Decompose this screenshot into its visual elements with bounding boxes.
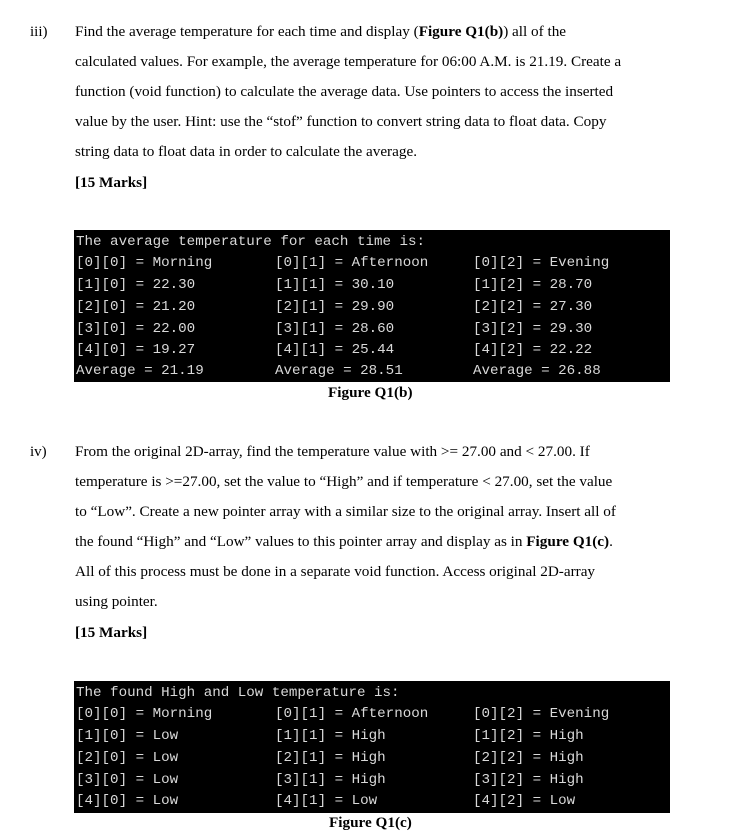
question-iii-text	[75, 17, 675, 167]
console-cell: [3][1] = 28.60	[275, 321, 395, 337]
console-cell: [2][2] = High	[473, 750, 584, 766]
console-cell: [1][2] = High	[473, 728, 584, 744]
console-output-average	[74, 230, 670, 382]
console-cell: [0][2] = Evening	[473, 706, 610, 722]
marks-iv: [15 Marks]	[75, 624, 148, 641]
console-cell: [1][1] = 30.10	[275, 277, 395, 293]
figure-caption-q1b: Figure Q1(b)	[328, 384, 413, 401]
console-average-cell: Average = 26.88	[473, 363, 601, 379]
figure-ref-q1b: Figure Q1(b)	[418, 23, 504, 40]
console-cell: [2][1] = High	[275, 750, 386, 766]
question-iv-line-6: using pointer.	[75, 593, 158, 610]
console-cell: [4][0] = Low	[76, 793, 179, 809]
question-number-iv: iv)	[30, 444, 47, 460]
console-cell: [3][1] = High	[275, 772, 386, 788]
question-iii-line-3: function (void function) to calculate the average data. Use pointers to access the inserted	[75, 83, 614, 100]
question-iv-line-1: From the original 2D-array, find the temperature value with >= 27.00 and < 27.00. If	[75, 443, 590, 460]
console-cell: [1][0] = 22.30	[76, 277, 196, 293]
console-cell: [2][0] = Low	[76, 750, 179, 766]
console-average-cell: Average = 28.51	[275, 363, 403, 379]
console-cell: [3][2] = 29.30	[473, 321, 593, 337]
question-iv-text	[75, 437, 675, 617]
question-iii-line-2: calculated values. For example, the average temperature for 06:00 A.M. is 21.19. Create a	[75, 53, 622, 70]
console-cell: [0][0] = Morning	[76, 255, 213, 271]
question-iii-line-5: string data to float data in order to calculate the average.	[75, 143, 417, 160]
console-output-high-low	[74, 681, 670, 813]
console-cell: [2][2] = 27.30	[473, 299, 593, 315]
question-number-iii: iii)	[30, 24, 48, 40]
console-cell: [0][1] = Afternoon	[275, 706, 429, 722]
marks-iii: [15 Marks]	[75, 174, 148, 191]
console-cell: [0][2] = Evening	[473, 255, 610, 271]
console-cell: [0][0] = Morning	[76, 706, 213, 722]
figure-ref-q1c: Figure Q1(c)	[526, 533, 610, 550]
console-cell: [1][0] = Low	[76, 728, 179, 744]
console-cell: [3][0] = 22.00	[76, 321, 196, 337]
question-iv-line-5: All of this process must be done in a separate void function. Access original 2D-array	[75, 563, 596, 580]
console-cell: [2][1] = 29.90	[275, 299, 395, 315]
console-cell: [2][0] = 21.20	[76, 299, 196, 315]
question-iv-line-4: the found “High” and “Low” values to this pointer array and display as in Figure Q1(c).	[75, 533, 613, 550]
question-iv-line-3: to “Low”. Create a new pointer array with a similar size to the original array. Insert all of	[75, 503, 616, 520]
console-cell: [4][1] = 25.44	[275, 342, 395, 358]
question-iii-line-1: Find the average temperature for each time and display (Figure Q1(b)) all of the	[75, 23, 567, 40]
console-average-cell: Average = 21.19	[76, 363, 204, 379]
question-iv-line-2: temperature is >=27.00, set the value to “High” and if temperature < 27.00, set the value	[75, 473, 613, 490]
figure-caption-q1c: Figure Q1(c)	[329, 814, 412, 831]
console-cell: [4][1] = Low	[275, 793, 378, 809]
console-cell: [4][2] = Low	[473, 793, 576, 809]
console-cell: [1][2] = 28.70	[473, 277, 593, 293]
question-iii-line-4: value by the user. Hint: use the “stof” function to convert string data to float data. Copy	[75, 113, 607, 130]
console-cell: [0][1] = Afternoon	[275, 255, 429, 271]
console-title: The average temperature for each time is:	[76, 234, 426, 250]
console-cell: [3][2] = High	[473, 772, 584, 788]
console-cell: [1][1] = High	[275, 728, 386, 744]
console-cell: [3][0] = Low	[76, 772, 179, 788]
console-title: The found High and Low temperature is:	[76, 685, 400, 701]
console-cell: [4][0] = 19.27	[76, 342, 196, 358]
console-cell: [4][2] = 22.22	[473, 342, 593, 358]
